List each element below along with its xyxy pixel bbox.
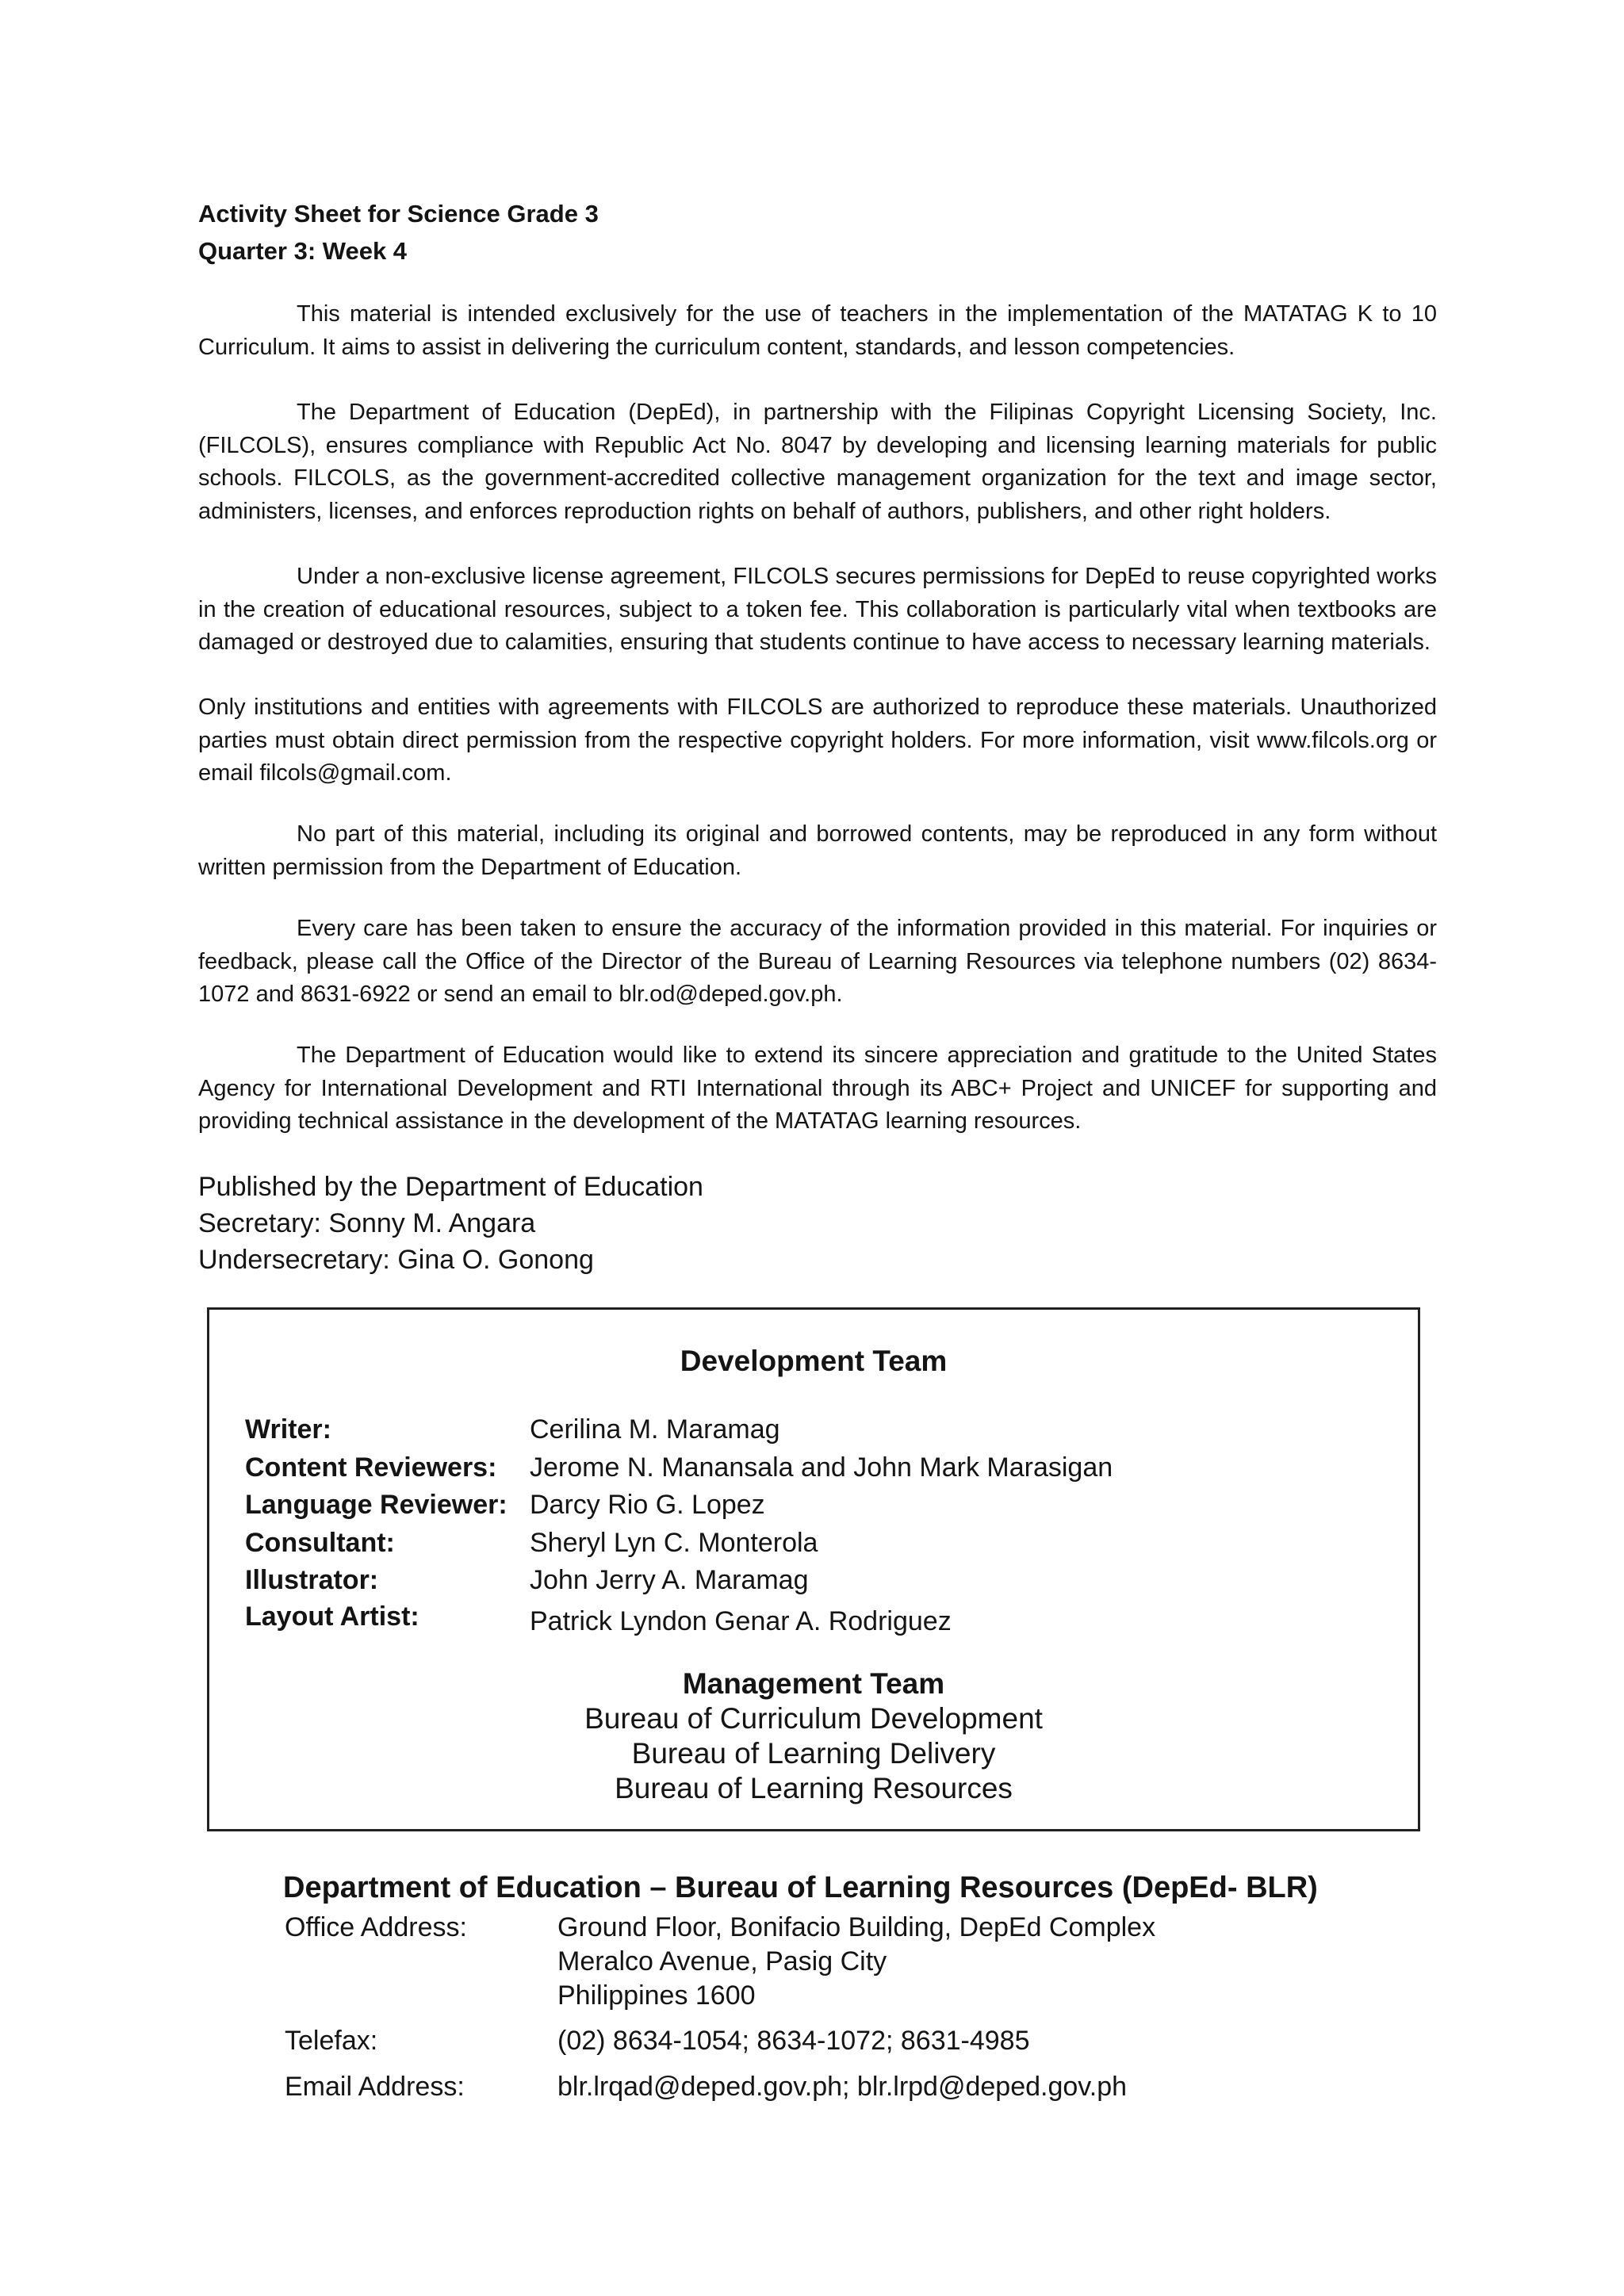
office-address-line: Ground Floor, Bonifacio Building, DepEd Complex — [557, 1912, 1156, 1942]
paragraph-license-agreement: Under a non-exclusive license agreement, FILCOLS secures permissions for DepEd to reuse copyrighted works in the creation of educational resources, subject to a token fee. This collaboration is particularly vital when textbooks are damaged or destroyed due to calamities, ensuring that students continue to have access to necessary learning materials. — [198, 564, 1437, 655]
team-role: Writer: — [245, 1414, 331, 1445]
telefax-label: Telefax: — [285, 2026, 378, 2056]
management-team-line: Bureau of Learning Resources — [615, 1772, 1013, 1804]
team-role: Layout Artist: — [245, 1601, 419, 1632]
management-team — [209, 1667, 1418, 1806]
team-role: Illustrator: — [245, 1565, 379, 1595]
development-team-title: Development Team — [680, 1345, 948, 1377]
management-team-title: Management Team — [682, 1667, 945, 1700]
paragraph-purpose: This material is intended exclusively for the use of teachers in the implementation of the MATATAG K to 10 Curriculum. It aims to assist in delivering the curriculum content, standards, and lesson competencies. — [198, 301, 1437, 360]
paragraph-filcols-partnership: The Department of Education (DepEd), in partnership with the Filipinas Copyright Licensing Society, Inc. (FILCOLS), ensures compliance with Republic Act No. 8047 by developing and licensing learning materials for public schools. FILCOLS, as the government-accredited collective management organization for the text and image sector, administers, licenses, and enforces reproduction rights on behalf of authors, publishers, and other right holders. — [198, 400, 1437, 524]
office-address-label: Office Address: — [285, 1912, 467, 1942]
team-role: Consultant: — [245, 1528, 395, 1558]
management-team-line: Bureau of Curriculum Development — [584, 1702, 1043, 1735]
team-member-name: Jerome N. Manansala and John Mark Marasigan — [530, 1452, 1113, 1483]
office-address-line: Meralco Avenue, Pasig City — [557, 1946, 887, 1976]
management-team-line: Bureau of Learning Delivery — [631, 1737, 996, 1770]
team-role: Content Reviewers: — [245, 1452, 497, 1483]
paragraph-inquiries: Every care has been taken to ensure the accuracy of the information provided in this material. For inquiries or feedback, please call the Office of the Director of the Bureau of Learning Resources via telephone numbers (02) 8634-1072 and 8631-6922 or send an email to blr.od@deped.gov.ph. — [198, 916, 1437, 1007]
team-member-name: Darcy Rio G. Lopez — [530, 1490, 765, 1520]
team-credits-box — [207, 1307, 1420, 1831]
publisher-line: Published by the Department of Education — [198, 1172, 703, 1202]
heading-subtitle: Quarter 3: Week 4 — [198, 237, 408, 265]
team-member-name: John Jerry A. Maramag — [530, 1565, 809, 1595]
undersecretary-line: Undersecretary: Gina O. Gonong — [198, 1245, 594, 1275]
telefax-value: (02) 8634-1054; 8634-1072; 8631-4985 — [557, 2026, 1030, 2056]
email-value: blr.lrqad@deped.gov.ph; blr.lrpd@deped.gov.ph — [557, 2072, 1128, 2102]
office-title: Department of Education – Bureau of Learning Resources (DepEd- BLR) — [283, 1871, 1318, 1904]
office-address-line: Philippines 1600 — [557, 1980, 756, 2011]
team-member-name: Cerilina M. Maramag — [530, 1414, 780, 1445]
email-label: Email Address: — [285, 2072, 465, 2102]
team-member-name: Sheryl Lyn C. Monterola — [530, 1528, 818, 1558]
paragraph-authorization: Only institutions and entities with agreements with FILCOLS are authorized to reproduce these materials. Unauthorized parties must obtain direct permission from the respective copyright holders. For more information, visit www.filcols.org or email filcols@gmail.com. — [198, 695, 1437, 786]
team-role: Language Reviewer: — [245, 1490, 508, 1520]
team-member-name: Patrick Lyndon Genar A. Rodriguez — [530, 1606, 952, 1636]
paragraph-reproduction-notice: No part of this material, including its original and borrowed contents, may be reproduced in any form without written permission from the Department of Education. — [198, 821, 1437, 880]
document-heading — [198, 195, 599, 270]
secretary-line: Secretary: Sonny M. Angara — [198, 1208, 536, 1238]
heading-title: Activity Sheet for Science Grade 3 — [198, 200, 599, 228]
publisher-info — [198, 1169, 703, 1278]
paragraph-acknowledgement: The Department of Education would like to extend its sincere appreciation and gratitude to the United States Agency for International Development and RTI International through its ABC+ Project and UNICEF for supporting and providing technical assistance in the development of the MATATAG learning resources. — [198, 1043, 1437, 1134]
